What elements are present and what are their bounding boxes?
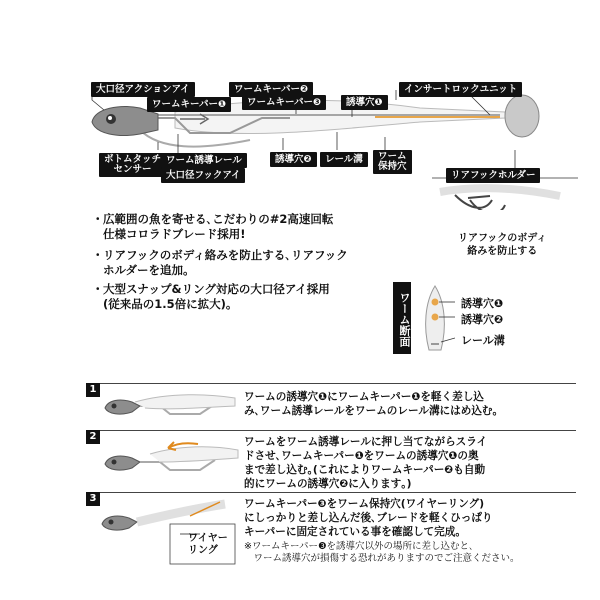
callout-guide-hole-1: 誘導穴❶ xyxy=(341,95,388,110)
feature-item xyxy=(92,282,330,312)
step-number: 2 xyxy=(86,430,100,444)
callout-large-action-eye: 大口径アクションアイ xyxy=(91,82,195,97)
callout-insert-lock-unit: インサートロックユニット xyxy=(399,82,522,97)
callout-worm-keeper-2: ワームキーパー❷ xyxy=(229,82,313,97)
step-number: 3 xyxy=(86,492,100,506)
step-text: ワームをワーム誘導レールに押し当てながらスライ ドさせ､ワームキーパー❶をワームの誘導穴❶の奥 まで差し込む｡(これによりワームキーパー❷も自動 的にワームの誘導穴❷に入ります｡) xyxy=(244,436,488,490)
callout-large-hook-eye: 大口径フックアイ xyxy=(161,168,245,183)
callout-guide-hole-2: 誘導穴❷ xyxy=(270,152,317,167)
feature-bullet: ・ xyxy=(92,248,104,262)
wire-ring-label: ワイヤー リング xyxy=(188,533,228,556)
feature-item xyxy=(92,212,334,242)
callout-worm-keeper-1: ワームキーパー❶ xyxy=(147,97,231,112)
feature-item xyxy=(92,248,348,278)
step-note: ※ワームキーパー❸を誘導穴以外の場所に差し込むと､ ワーム誘導穴が損傷する恐れがありますのでご注意ください｡ xyxy=(244,541,515,564)
callout-worm-guide-rail: ワーム誘導レール xyxy=(161,153,247,168)
callout-worm-keeper-3: ワームキーパー❸ xyxy=(242,95,326,110)
feature-text: 広範囲の魚を寄せる､こだわりの#2高速回転 仕様コロラドブレード採用! xyxy=(103,212,334,241)
step2-illustration xyxy=(90,432,240,492)
callout-worm-holder-hole: ワーム 保持穴 xyxy=(373,150,412,174)
legend-guide-hole-1: 誘導穴❶ xyxy=(461,297,504,310)
blade xyxy=(505,95,539,137)
callout-rear-hook-holder: リアフックホルダー xyxy=(446,168,540,183)
feature-bullet: ・ xyxy=(92,282,104,296)
step-text: ワームの誘導穴❶にワームキーパー❶を軽く差し込 み､ワーム誘導レールをワームのレール溝にはめ込む｡ xyxy=(244,391,498,417)
callout-bottom-touch-sensor: ボトムタッチ センサー xyxy=(99,153,166,177)
step-number: 1 xyxy=(86,383,100,397)
cross-section-title: ワーム断面 xyxy=(393,282,411,354)
step-divider xyxy=(86,492,576,493)
legend-guide-hole-2: 誘導穴❷ xyxy=(461,313,504,326)
step-divider xyxy=(86,430,576,431)
rear-hook-caption: リアフックのボディ 絡みを防止する xyxy=(458,233,547,257)
feature-bullet: ・ xyxy=(92,212,104,226)
rear-hook xyxy=(455,195,505,210)
feature-text: リアフックのボディ絡みを防止する､リアフック ホルダーを追加｡ xyxy=(103,248,348,277)
worm-section-shape xyxy=(415,282,455,354)
callout-rail-groove: レール溝 xyxy=(320,152,368,167)
worm-cross-section xyxy=(393,282,523,354)
step-text: ワームキーパー❸をワーム保持穴(ワイヤーリング) にしっかりと差し込んだ後､ブレードを軽くひっぱり キーパーに固定されている事を確認して完成｡ xyxy=(244,498,493,538)
step1-illustration xyxy=(90,384,240,424)
legend-rail-groove: レール溝 xyxy=(461,334,505,347)
feature-text: 大型スナップ&リング対応の大口径アイ採用 (従来品の1.5倍に拡大)｡ xyxy=(103,282,330,311)
